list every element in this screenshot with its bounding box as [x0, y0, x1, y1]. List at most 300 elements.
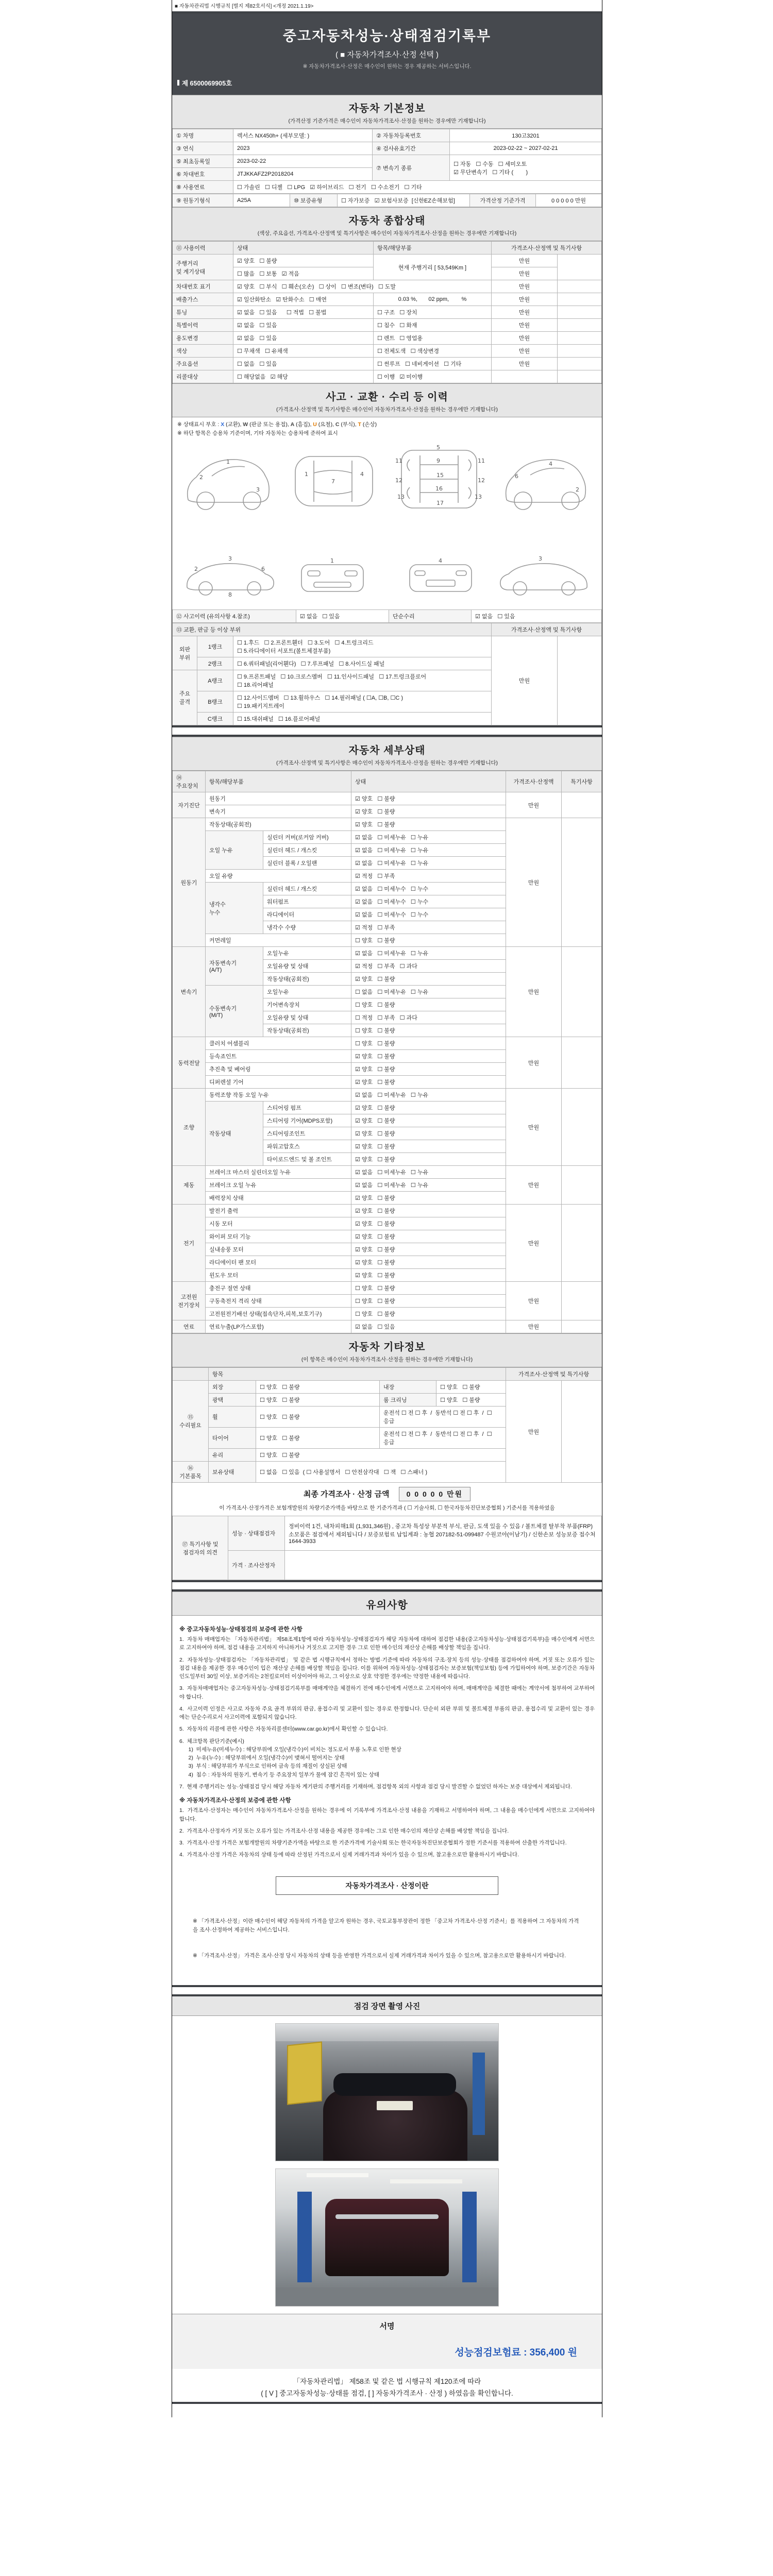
photo-ceiling: [276, 2024, 498, 2041]
inspection-photo-front: [275, 2023, 499, 2161]
state-checkboxes: ☑ 양호 ☐ 불량: [351, 1217, 506, 1230]
row-label: 주요옵션: [173, 358, 233, 370]
item-label: 보유상태: [209, 1462, 256, 1483]
item-label: 라디에이터 팬 모터: [206, 1256, 351, 1269]
item-label: 발전기 출력: [206, 1205, 351, 1217]
svg-text:3: 3: [539, 555, 542, 562]
field-label: ① 차명: [173, 129, 233, 142]
item-label: 구동축전지 격리 상태: [206, 1295, 351, 1308]
state-checkboxes: ☐ 양호 ☐ 불량: [436, 1394, 506, 1406]
state-checkboxes: ☑ 없음 ☐ 미세누유 ☐ 누유: [351, 947, 506, 960]
block-notice: [172, 1589, 602, 1987]
state-checkboxes: ☑ 없음 ☐ 미세누유 ☐ 누유: [351, 844, 506, 857]
row-label: 색상: [173, 345, 233, 358]
appraiser-opinion-text: [285, 1551, 602, 1580]
svg-text:13: 13: [475, 494, 482, 500]
state-checkboxes: ☐ 적정 ☐ 부족 ☐ 과다: [351, 1011, 506, 1024]
note-cell: [557, 255, 601, 280]
options-kind-checkboxes: ☐ 썬루프 ☐ 네비게이션 ☐ 기타: [374, 358, 492, 370]
state-checkboxes: ☐ 양호 ☐ 불량: [256, 1449, 506, 1462]
note-cell: [557, 358, 601, 370]
amount-cell: 만원: [506, 1320, 562, 1333]
state-checkboxes: ☐ 양호 ☐ 불량: [351, 1295, 506, 1308]
notice-title: 유의사항: [366, 1600, 408, 1611]
item-label: 파워고압호스: [263, 1140, 351, 1153]
item-label: 스티어링조인트: [263, 1127, 351, 1140]
state-checkboxes: ☑ 양호 ☐ 불량: [351, 1050, 506, 1063]
svg-text:12: 12: [395, 477, 402, 484]
state-checkboxes: ☐ 양호 ☐ 불량: [351, 1024, 506, 1037]
overall-status-table: [172, 241, 602, 383]
notice-part1-title: ※ 중고자동차성능·상태점검의 보증에 관한 사항: [179, 1626, 303, 1633]
state-checkboxes: ☑ 양호 ☐ 불량: [351, 973, 506, 986]
state-checkboxes: ☑ 없음 ☐ 미세누유 ☐ 누유: [351, 1166, 506, 1179]
svg-text:2: 2: [199, 474, 203, 481]
accident-subtitle: (가격조사·산정액 및 특기사항은 매수인이 자동차가격조사·산정을 원하는 경우에만 기재합니다): [276, 406, 498, 413]
note-cell: [561, 1381, 601, 1483]
title-band: [172, 13, 602, 95]
detail-title: 자동차 세부상태: [348, 745, 426, 756]
photo-bumper-trim: [335, 2214, 439, 2219]
notice-body: [172, 1616, 602, 1868]
transmission-type-checkboxes: ☐ 자동 ☐ 수동 ☐ 세미오토 ☑ 무단변속기 ☐ 기타 ( ): [450, 155, 602, 181]
item-label: 유리: [209, 1449, 256, 1462]
state-checkboxes: ☐ 양호 ☐ 불량: [351, 1282, 506, 1295]
col-header: 가격조사·산정액 및 특기사항: [491, 242, 601, 255]
state-checkboxes: ☑ 적정 ☐ 부족: [351, 870, 506, 883]
photo-yellow-sign: [287, 2041, 322, 2105]
field-label: ⑧ 사용연료: [173, 181, 233, 194]
car-name: 렉서스 NX450h+ (세부모델: ): [233, 129, 373, 142]
svg-text:9: 9: [436, 457, 440, 464]
item-label: 커먼레일: [206, 934, 351, 947]
note-cell: [557, 636, 601, 725]
inspection-photo-rear-lift: [275, 2168, 499, 2307]
item-label: 냉각수 수량: [263, 921, 351, 934]
state-checkboxes: ☑ 양호 ☐ 불량: [351, 1076, 506, 1089]
car-diagram-svg: [179, 442, 595, 603]
item-label: 스티어링 펌프: [263, 1101, 351, 1114]
photo-car-front: [323, 2090, 467, 2161]
item-label: 브레이크 오일 누유: [206, 1179, 351, 1192]
legend-a: A: [290, 421, 295, 428]
basic-info-table-2: [172, 194, 602, 207]
title-subline: ( ■ 자동차가격조사·산정 선택 ): [335, 50, 439, 59]
amount-cell: 만원: [491, 306, 557, 319]
item-label: 실린더 헤드 / 개스킷: [263, 844, 351, 857]
device-label: 조향: [173, 1089, 206, 1166]
col-header: ⑭ 주요장치: [173, 771, 206, 792]
repaint-checkboxes: ☐ 전체도색 ☐ 색상변경: [374, 345, 492, 358]
rank-amount-header: 가격조사·산정액 및 특기사항: [491, 623, 601, 636]
note-cell: [562, 1320, 602, 1333]
item-label: 오일누유: [263, 986, 351, 998]
state-checkboxes: ☐ 없음 ☐ 미세누유 ☐ 누유: [351, 986, 506, 998]
vin-marking-checkboxes: ☑ 양호 ☐ 부식 ☐ 훼손(오손) ☐ 상이 ☐ 변조(변타) ☐ 도말: [233, 280, 492, 293]
photo-lift-post: [473, 2053, 485, 2135]
section-accident-header: [172, 383, 602, 417]
amount-cell: 만원: [506, 1282, 562, 1320]
other-info-title: 자동차 기타정보: [348, 1342, 426, 1353]
block-front-page: [172, 11, 602, 727]
other-info-table: [172, 1367, 602, 1483]
state-checkboxes: ☑ 양호 ☐ 불량: [351, 792, 506, 805]
state-checkboxes: ☐ 양호 ☐ 불량: [256, 1394, 380, 1406]
note-cell: [562, 1037, 602, 1089]
final-price-row: [172, 1483, 602, 1502]
svg-text:16: 16: [435, 485, 443, 492]
item-label: 오일 유량: [206, 870, 351, 883]
accident-history-label: ⑫ 사고이력 (유의사항 4.참조): [173, 610, 296, 623]
options-checkboxes: ☐ 없음 ☐ 있음: [233, 358, 374, 370]
amount-cell: 만원: [491, 293, 557, 306]
notice-item: 2. 가격조사·산정자가 거짓 또는 오류가 있는 가격조사·산정 내용을 제공한 경우에는 그로 인한 매수인의 재산상 손해를 배상할 책임을 집니다.: [179, 1827, 509, 1834]
state-checkboxes: ☑ 양호 ☐ 불량: [351, 1230, 506, 1243]
signature-title: 서명: [379, 2321, 395, 2331]
vin: JTJKKAFZ2P2018204: [233, 168, 373, 181]
rank-label: C랭크: [197, 713, 233, 725]
row-label: 용도변경: [173, 332, 233, 345]
accident-title: 사고 · 교환 · 수리 등 이력: [326, 392, 448, 403]
opinion-row-label: 가격 · 조사산정자: [228, 1551, 285, 1580]
usage-change-kind-checkboxes: ☐ 렌트 ☐ 영업용: [374, 332, 492, 345]
simple-repair-label: 단순수리: [389, 610, 472, 623]
device-label: 연료: [173, 1320, 206, 1333]
item-label: 스티어링 기어(MDPS포함): [263, 1114, 351, 1127]
col-header: 항목: [209, 1368, 506, 1381]
rank-table: [172, 623, 602, 725]
col-header: [173, 1368, 209, 1381]
col-header: 상태: [351, 771, 506, 792]
item-label: 타이로드엔드 및 볼 조인트: [263, 1153, 351, 1166]
state-checkboxes: ☑ 없음 ☐ 미세누유 ☐ 누유: [351, 1179, 506, 1192]
basic-info-title: 자동차 기본정보: [348, 103, 426, 114]
rank2-parts-checkboxes: ☐ 6.쿼터패널(리어휀다) ☐ 7.루프패널 ☐ 8.사이드실 패널: [233, 657, 492, 670]
svg-text:2: 2: [194, 566, 198, 572]
state-checkboxes: ☑ 양호 ☐ 불량: [351, 1205, 506, 1217]
block-detail-status: [172, 735, 602, 1582]
state-checkboxes: ☑ 없음 ☐ 미세누유 ☐ 누유: [351, 831, 506, 844]
note-cell: [562, 792, 602, 818]
usage-change-checkboxes: ☑ 없음 ☐ 있음: [233, 332, 374, 345]
note-cell: [557, 319, 601, 332]
photo-lift-post-left: [297, 2192, 312, 2282]
photo-license-plate: [377, 2101, 413, 2110]
col-header: 상태: [233, 242, 374, 255]
report-page: [172, 0, 602, 2417]
svg-text:17: 17: [436, 500, 444, 506]
svg-text:3: 3: [256, 486, 260, 493]
amount-cell: 만원: [491, 345, 557, 358]
notice-item: 5. 자동차의 리콜에 관한 사항은 자동차리콜센터(www.car.go.kr)에서 확인할 수 있습니다.: [179, 1726, 388, 1733]
price-definition-box: 자동차가격조사 · 산정이란: [276, 1876, 498, 1895]
svg-text:3: 3: [228, 555, 232, 562]
rank-label: 1랭크: [197, 636, 233, 657]
svg-text:1: 1: [330, 557, 334, 564]
state-checkboxes: ☐ 양호 ☐ 불량: [436, 1381, 506, 1394]
state-checkboxes: ☑ 없음 ☐ 있음: [351, 1320, 506, 1333]
amount-cell: 만원: [491, 636, 557, 725]
state-checkboxes: ☑ 양호 ☐ 불량: [351, 1140, 506, 1153]
item-label: 타이어: [209, 1428, 256, 1449]
note-cell: [557, 370, 601, 383]
notice-item: 4. 사고이력 인정은 사고로 자동차 주요 골격 부위의 판금, 용접수리 및 교환이 있는 경우로 한정합니다. 단순히 외판 부위 및 볼트체결 부품의 판금, 용접수리 및 교환이 있는 경우에는 단순수리로서 사고이력에 포함되지 않습니다.: [179, 1705, 595, 1721]
special-history-checkboxes: ☑ 없음 ☐ 있음: [233, 319, 374, 332]
group-label: 작동상태: [206, 1101, 263, 1166]
device-label: 전기: [173, 1205, 206, 1282]
group-label-repair-need: ⑮ 수리필요: [173, 1381, 209, 1462]
svg-text:4: 4: [360, 471, 364, 478]
section-overall-status-header: [172, 207, 602, 241]
field-label: ⑥ 차대번호: [173, 168, 233, 181]
detail-status-table: [172, 771, 602, 1333]
detail-subtitle: (가격조사·산정액 및 특기사항은 매수인이 자동차가격조사·산정을 원하는 경우에만 기재합니다): [276, 760, 498, 766]
notice-item: 1. 가격조사·산정자는 매수인이 자동차가격조사·산정을 원하는 경우에 이 기록부에 가격조사·산정 내용을 기재하고 서명하여야 하며, 그 내용을 매수인에게 서면으로 고지하여야 합니다.: [179, 1807, 596, 1822]
photos-section-title: 점검 장면 촬영 사진: [172, 1996, 602, 2016]
note-cell: [562, 818, 602, 947]
legend-u: U: [313, 421, 317, 428]
warranty-type-checkboxes: ☐ 자가보증 ☑ 보험사보증 [신한EZ손해보험]: [338, 194, 470, 207]
section-notice-header: [172, 1591, 602, 1616]
amount-cell: 만원: [491, 255, 557, 267]
item-label: 변속기: [206, 805, 351, 818]
amount-cell: 만원: [506, 1037, 562, 1089]
recall-checkboxes: ☐ 해당없음 ☑ 해당: [233, 370, 374, 383]
group-label-outer-panel: 외판 부위: [173, 636, 197, 670]
svg-text:12: 12: [478, 477, 485, 484]
color-checkboxes: ☐ 무채색 ☐ 유채색: [233, 345, 374, 358]
state-checkboxes: ☐ 양호 ☐ 불량: [256, 1381, 380, 1394]
photo-windshield: [333, 2073, 456, 2096]
state-checkboxes: ☑ 양호 ☐ 불량: [351, 805, 506, 818]
tuning-checkboxes: ☑ 없음 ☐ 있음 ☐ 적법 ☐ 불법: [233, 306, 374, 319]
base-price-label: 가격산정 기준가격: [470, 194, 536, 207]
final-price-label: 최종 가격조사 · 산정 금액: [303, 1490, 390, 1499]
row-label: 특별이력: [173, 319, 233, 332]
amount-cell: 만원: [491, 332, 557, 345]
state-checkboxes: ☑ 양호 ☐ 불량: [351, 1243, 506, 1256]
plate-number: 130고3201: [450, 129, 602, 142]
amount-cell: 만원: [506, 1381, 561, 1483]
engine-model: A25A: [233, 194, 290, 207]
state-checkboxes: ☐ 양호 ☐ 불량: [351, 934, 506, 947]
rank-label: B랭크: [197, 691, 233, 713]
state-checkboxes: ☑ 없음 ☐ 미세누유 ☐ 누유: [351, 857, 506, 870]
col-header: 항목/해당부품: [206, 771, 351, 792]
price-definition-line: ※ 「가격조사·산정」이란 매수인이 해당 자동차의 가격을 알고자 원하는 경우, 국토교통부장관이 정한 「중고차 가격조사·산정 기준서」를 적용하여 그 자동차의 가격을 조사·산정하여 제공하는 서비스입니다.: [193, 1918, 579, 1933]
item-label: 등속죠인트: [206, 1050, 351, 1063]
group-label: 냉각수 누수: [206, 883, 263, 934]
title-note: ※ 자동차가격조사·산정은 매수인이 원하는 경우 제공하는 서비스입니다.: [303, 63, 472, 70]
item-label: 연료누출(LP가스포함): [206, 1320, 351, 1333]
item-label: 오일유량 및 상태: [263, 960, 351, 973]
item-label: 광택: [209, 1394, 256, 1406]
svg-text:1: 1: [305, 471, 308, 478]
state-checkboxes: ☑ 양호 ☐ 불량: [351, 1192, 506, 1205]
opinion-row-label: 성능 · 상태점검자: [228, 1516, 285, 1551]
state-checkboxes: ☑ 적정 ☐ 부족: [351, 921, 506, 934]
block-photos-sign: [172, 1994, 602, 2404]
section-detail-header: [172, 737, 602, 771]
row-label: 배출가스: [173, 293, 233, 306]
svg-text:5: 5: [436, 444, 440, 451]
field-label: ③ 연식: [173, 142, 233, 155]
device-label: 변속기: [173, 947, 206, 1037]
svg-text:15: 15: [436, 472, 444, 479]
overall-status-subtitle: (색상, 주요옵션, 가격조사·산정액 및 특기사항은 매수인이 자동차가격조사·산정을 원하는 경우에만 기재합니다): [257, 230, 517, 236]
legend-t: T: [358, 421, 361, 428]
item-label: 휠: [209, 1406, 256, 1428]
rank-label: A랭크: [197, 670, 233, 691]
svg-text:4: 4: [439, 557, 442, 564]
note-cell: [557, 332, 601, 345]
device-label: 제동: [173, 1166, 206, 1205]
state-checkboxes: ☐ 양호 ☐ 불량: [351, 1308, 506, 1320]
state-checkboxes: ☑ 양호 ☐ 불량: [351, 1256, 506, 1269]
other-info-subtitle: (이 항목은 매수인이 자동차가격조사·산정을 원하는 경우에만 기재합니다): [301, 1357, 473, 1363]
item-label: 클러치 어셈블리: [206, 1037, 351, 1050]
row-label: 주행거리 및 계기상태: [173, 255, 233, 280]
current-mileage: 현재 주행거리 [ 53,549Km ]: [374, 255, 492, 280]
state-checkboxes: ☐ 양호 ☐ 불량: [256, 1406, 380, 1428]
emission-checkboxes: ☑ 일산화탄소 ☑ 탄화수소 ☐ 매연: [233, 293, 374, 306]
item-label: 워터펌프: [263, 895, 351, 908]
note-cell: [562, 1205, 602, 1282]
amount-cell: 만원: [506, 818, 562, 947]
model-year: 2023: [233, 142, 373, 155]
photo-ceiling-lamp: [390, 2179, 462, 2183]
note-cell: [562, 1166, 602, 1205]
photo-car-rear: [325, 2199, 449, 2276]
field-label: ④ 검사유효기간: [373, 142, 450, 155]
emission-values: 0.03 %, 02 ppm, %: [374, 293, 492, 306]
group-label: 자동변속기 (A/T): [206, 947, 263, 986]
col-header: 특기사항: [562, 771, 602, 792]
amount-cell: 만원: [506, 1166, 562, 1205]
document-number: 제 6500069905호: [172, 70, 602, 92]
basic-info-table: [172, 129, 602, 194]
state-checkboxes: ☑ 적정 ☐ 부족 ☐ 과다: [351, 960, 506, 973]
item-label: 윈도우 모터: [206, 1269, 351, 1282]
basic-info-subtitle: (가격산정 기준가격은 매수인이 자동차가격조사·산정을 원하는 경우에만 기재합니다): [288, 118, 486, 124]
rankB-parts-checkboxes: ☐ 12.사이드멤버 ☐ 13.휠하우스 ☐ 14.필러패널 ( ☐A, ☐B, ☐C ) ☐ 19.패키지트레이: [233, 691, 492, 713]
wheel-position-checkboxes: 운전석 ☐ 전 ☐ 후 / 동반석 ☐ 전 ☐ 후 / ☐ 응급: [380, 1406, 506, 1428]
svg-text:6: 6: [261, 566, 265, 572]
state-checkboxes: ☑ 없음 ☐ 미세누수 ☐ 누수: [351, 908, 506, 921]
doc-number-bar-icon: [177, 80, 179, 86]
rankC-parts-checkboxes: ☐ 15.대쉬패널 ☐ 16.플로어패널: [233, 713, 492, 725]
field-label: ⑩ 보증유형: [290, 194, 338, 207]
car-diagram: [172, 440, 602, 609]
item-label: 원동기: [206, 792, 351, 805]
notice-item: 4. 가격조사·산정 가격은 자동차의 상태 등에 따라 산정된 가격으로서 실제 거래가격과 차이가 있을 수 있으며, 참고용으로만 활용하시기 바랍니다.: [179, 1852, 519, 1858]
item-label: 작동상태(공회전): [263, 973, 351, 986]
device-label: 동력전달: [173, 1037, 206, 1089]
state-checkboxes: ☑ 양호 ☐ 불량: [351, 1127, 506, 1140]
basic-items-checkboxes: ☐ 없음 ☐ 있음 ( ☐ 사용설명서 ☐ 안전삼각대 ☐ 잭 ☐ 스패너 ): [256, 1462, 506, 1483]
item-label: 기어변속장치: [263, 998, 351, 1011]
price-definition-line: ※ 「가격조사·산정」 가격은 조사·산정 당시 자동차의 상태 등을 반영한 가격으로서 실제 거래가격과 차이가 있을 수 있으며, 참고용으로만 활용하시기 바랍니다.: [193, 1953, 566, 1959]
note-cell: [557, 306, 601, 319]
amount-cell: 만원: [506, 792, 562, 818]
row-label: 차대번호 표기: [173, 280, 233, 293]
state-checkboxes: ☑ 양호 ☐ 불량: [351, 818, 506, 831]
item-label: 작동상태(공회전): [206, 818, 351, 831]
item-label: 와이퍼 모터 기능: [206, 1230, 351, 1243]
final-price-note: 이 가격조사·산정가격은 보험개발원의 차량기준가액을 바탕으로 한 기준가격과 ( ☐ 기술사회, ☐ 한국자동차진단보증협회 ) 기준서를 적용하였음: [219, 1505, 555, 1511]
fuel-type-checkboxes: ☐ 가솔린 ☐ 디젤 ☐ LPG ☑ 하이브리드 ☐ 전기 ☐ 수소전기 ☐ 기타: [233, 181, 602, 194]
state-checkboxes: ☑ 없음 ☐ 미세누유 ☐ 누유: [351, 1089, 506, 1101]
device-label: 고전원 전기장치: [173, 1282, 206, 1320]
col-header: 항목/해당부품: [374, 242, 492, 255]
amount-cell: 만원: [506, 1205, 562, 1282]
state-checkboxes: ☐ 양호 ☐ 불량: [351, 998, 506, 1011]
opinion-group-label: ⑰ 특기사항 및 점검자의 의견: [173, 1516, 228, 1580]
amount-cell: 만원: [491, 358, 557, 370]
note-cell: [562, 1089, 602, 1166]
item-label: 충전구 절연 상태: [206, 1282, 351, 1295]
svg-text:11: 11: [395, 457, 402, 464]
confirmation-text: [172, 2369, 602, 2402]
special-history-kind-checkboxes: ☐ 침수 ☐ 화재: [374, 319, 492, 332]
notice-part2-title: ※ 자동차가격조사·산정의 보증에 관한 사항: [179, 1798, 291, 1804]
final-price-value: 0 0 0 0 0 만원: [399, 1487, 470, 1501]
field-label: ② 자동차등록번호: [373, 129, 450, 142]
notice-item: 1. 자동차 매매업자는 「자동차관리법」 제58조제1항에 따라 자동차성능·상태점검자가 해당 자동차에 대하여 점검한 내용(중고자동차성능·상태점검기록부)을 매수인에게 서면으로 고지하여야 하며, 점검 내용을 고지하지 아니하거나 거짓으로 고지한 경우 그로 인한 매수인의 재산상 손해를 배상할 책임을 집니다.: [179, 1636, 595, 1651]
base-price-value: 0 0 0 0 0 만원: [536, 194, 602, 207]
amount-cell: 만원: [491, 267, 557, 280]
item-label: 오일유량 및 상태: [263, 1011, 351, 1024]
row-label: 튜닝: [173, 306, 233, 319]
item-label: 라디에이터: [263, 908, 351, 921]
rank1-parts-checkboxes: ☐ 1.후드 ☐ 2.프론트휀더 ☐ 3.도어 ☐ 4.트렁크리드 ☐ 5.라디에이터 서포트(볼트체결부품): [233, 636, 492, 657]
item-label: 추진축 및 베어링: [206, 1063, 351, 1076]
notice-item: 3. 자동차매매업자는 중고자동차성능·상태점검기록부를 매매계약을 체결하기 전에 매수인에게 서면으로 고지하여야 하며, 매매계약을 체결한 때에는 계약서에 첨부하여 교부하여야 합니다.: [179, 1685, 595, 1700]
state-checkboxes: ☐ 양호 ☐ 불량: [351, 1037, 506, 1050]
inspection-valid-period: 2023-02-22 ~ 2027-02-21: [450, 142, 602, 155]
item-label: 디퍼렌셜 기어: [206, 1076, 351, 1089]
group-label-basic-items: ⑯ 기본품목: [173, 1462, 209, 1483]
notice-item: 2. 자동차성능·상태점검자는 「자동차관리법」 및 같은 법 시행규칙에서 정하는 방법·기준에 따라 자동차의 구조·장치 등의 성능·상태를 점검하여야 하며, 거짓 또는 오류가 있는 점검 내용을 제공한 경우 매수인이 입은 재산상 손해를 배상할 책임을 집니다. 이를 위하여 자동차성능·상태점검자는 보증보험(책임보험) 등에 가입하여야 하며, 보증기간은 자동차 인도일부터 30일 이상, 보증거리는 2천킬로미터 이상이어야 하고, 그 이상으로 상호 약정한 경우에는 약정한 내용에 따릅니다.: [179, 1656, 596, 1680]
legend-c: C: [335, 421, 340, 428]
amount-cell: 만원: [491, 319, 557, 332]
svg-text:4: 4: [549, 461, 552, 467]
item-label: 룸 크리닝: [380, 1394, 436, 1406]
device-label: 원동기: [173, 818, 206, 947]
item-label: 작동상태(공회전): [263, 1024, 351, 1037]
state-checkboxes: ☑ 양호 ☐ 불량: [351, 1114, 506, 1127]
notice-item: 3. 가격조사·산정 가격은 보험개발원의 차량기준가액을 바탕으로 한 기준가격에 기술사회 또는 한국자동차진단보증협회가 정한 기준서를 적용하여 산출한 가격입니다.: [179, 1840, 567, 1846]
recall-done-checkboxes: ☐ 이행 ☑ 미이행: [374, 370, 492, 383]
tuning-kind-checkboxes: ☐ 구조 ☐ 장치: [374, 306, 492, 319]
photo-ceiling-lamp: [307, 2173, 368, 2177]
amount-cell: [491, 370, 557, 383]
state-checkboxes: ☑ 없음 ☐ 미세누수 ☐ 누수: [351, 895, 506, 908]
legend-x: X: [221, 421, 225, 428]
rank-table-header: ⑬ 교환, 판금 등 이상 부위: [173, 623, 492, 636]
col-header: 가격조사·산정액 및 특기사항: [506, 1368, 601, 1381]
simple-repair-checkboxes: ☑ 없음 ☐ 있음: [472, 610, 602, 623]
amount-cell: 만원: [491, 280, 557, 293]
notice-item: 7. 현재 주행거리는 성능·상태점검 당시 해당 자동차 계기판의 주행거리를 기재하며, 점검항목 외의 사항과 점검 당시 발견할 수 없었던 하자는 보증 대상에서 제외됩니다.: [179, 1783, 572, 1790]
photo-lift-post-right: [462, 2192, 477, 2282]
item-label: 동력조향 작동 오일 누유: [206, 1089, 351, 1101]
first-registration-date: 2023-02-22: [233, 155, 373, 168]
field-label: ⑤ 최초등록일: [173, 155, 233, 168]
field-label: ⑨ 원동기형식: [173, 194, 233, 207]
item-label: 내장: [380, 1381, 436, 1394]
svg-text:2: 2: [576, 486, 579, 493]
